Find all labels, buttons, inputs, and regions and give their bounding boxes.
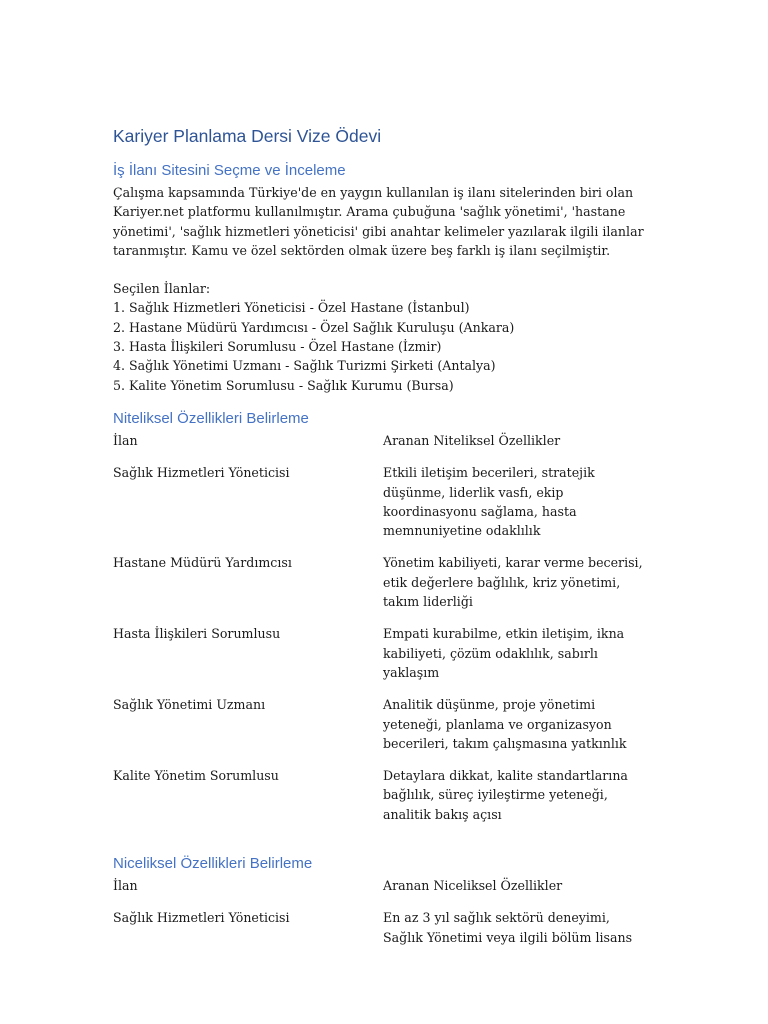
ilan-cell: Hasta İlişkileri Sorumlusu (113, 626, 281, 642)
list-item: 3. Hasta İlişkileri Sorumlusu - Özel Hastane (İzmir) (113, 339, 442, 355)
ozellik-cell: Etkili iletişim becerileri, stratejik düşünme, liderlik vasfı, ekip koordinasyonu sağlama, hasta memnuniyetine odaklılık (383, 465, 595, 539)
table-header-row (113, 876, 653, 895)
list-item: 4. Sağlık Yönetimi Uzmanı - Sağlık Turizmi Şirketi (Antalya) (113, 358, 496, 374)
table-row (113, 463, 653, 540)
selected-list-title: Seçilen İlanlar: (113, 281, 211, 297)
ilan-cell: Hastane Müdürü Yardımcısı (113, 555, 292, 571)
table-row (113, 624, 653, 682)
ozellik-cell: En az 3 yıl sağlık sektörü deneyimi, Sağlık Yönetimi veya ilgili bölüm lisans (383, 910, 633, 945)
table-row (113, 553, 653, 611)
col-header-niteliksel: Aranan Niteliksel Özellikler (383, 432, 561, 448)
section-heading-is-ilani: İş İlanı Sitesini Seçme ve İnceleme (113, 162, 346, 179)
ozellik-cell: Detaylara dikkat, kalite standartlarına bağlılık, süreç iyileştirme yeteneği, analitik bakış açısı (383, 768, 628, 822)
document-content (113, 124, 653, 947)
intro-paragraph: Çalışma kapsamında Türkiye'de en yaygın kullanılan iş ilanı sitelerinden biri olan Kariyer.net platformu kullanılmıştır. Arama çubuğuna 'sağlık yönetimi', 'hastane yönetimi', 'sağlık hizmetleri yöneticisi' gibi anahtar kelimeler yazılarak ilgili ilanlar taranmıştır. Kamu ve özel sektörden olmak üzere beş farklı iş ilanı seçilmiştir. (113, 185, 644, 258)
ilan-cell: Sağlık Yönetimi Uzmanı (113, 697, 266, 713)
ozellik-cell: Empati kurabilme, etkin iletişim, ikna kabiliyeti, çözüm odaklılık, sabırlı yaklaşım (383, 626, 625, 680)
col-header-ilan: İlan (113, 878, 138, 894)
document-title: Kariyer Planlama Dersi Vize Ödevi (113, 126, 382, 146)
ilan-cell: Sağlık Hizmetleri Yöneticisi (113, 910, 290, 926)
table-row (113, 908, 653, 947)
section-heading-niceliksel: Niceliksel Özellikleri Belirleme (113, 855, 313, 873)
ozellik-cell: Analitik düşünme, proje yönetimi yeteneği, planlama ve organizasyon becerileri, takım çalışmasına yatkınlık (383, 697, 627, 751)
list-item: 2. Hastane Müdürü Yardımcısı - Özel Sağlık Kuruluşu (Ankara) (113, 319, 515, 335)
col-header-ilan: İlan (113, 432, 138, 448)
list-item: 5. Kalite Yönetim Sorumlusu - Sağlık Kurumu (Bursa) (113, 377, 454, 393)
ozellik-cell: Yönetim kabiliyeti, karar verme becerisi, etik değerlere bağlılık, kriz yönetimi, takım liderliği (383, 555, 643, 610)
table-header-row (113, 431, 653, 450)
ilan-cell: Kalite Yönetim Sorumlusu (113, 768, 279, 784)
list-item: 1. Sağlık Hizmetleri Yöneticisi - Özel Hastane (İstanbul) (113, 300, 470, 316)
col-header-niceliksel: Aranan Niceliksel Özellikler (383, 878, 563, 894)
section-heading-niteliksel: Niteliksel Özellikleri Belirleme (113, 409, 309, 427)
table-row (113, 766, 653, 824)
table-row (113, 695, 653, 753)
ilan-cell: Sağlık Hizmetleri Yöneticisi (113, 465, 290, 481)
